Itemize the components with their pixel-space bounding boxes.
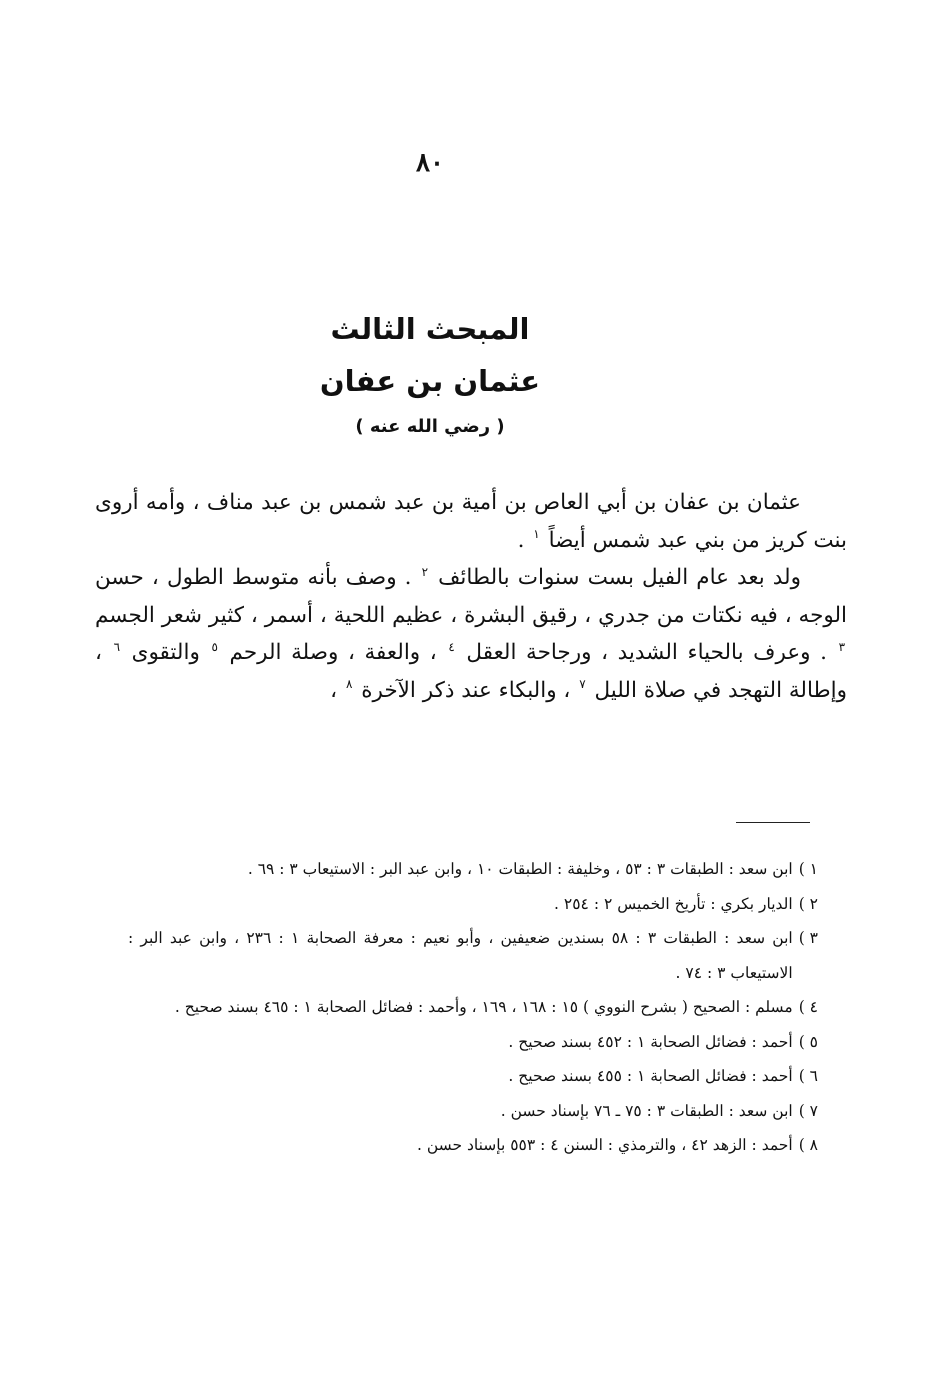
page-number: ٨٠ bbox=[416, 148, 444, 178]
honorific-subtitle: ( رضي الله عنه ) bbox=[355, 416, 505, 437]
footnote-text: ابن سعد : الطبقات ٣ : ٥٨ بسندين ضعيفين ، وأبو نعيم : معرفة الصحابة ١ : ٢٣٦ ، وابن عبد البر : الاستيعاب ٣ : ٧٤ . bbox=[128, 929, 793, 982]
footnote-text: أحمد : فضائل الصحابة ١ : ٤٥٥ بسند صحيح . bbox=[508, 1067, 793, 1085]
sentence: والتقوى bbox=[131, 640, 200, 665]
sentence: . وصف بأنه متوسط الطول ، حسن الوجه ، فيه نكتات من جدري ، رقيق البشرة ، عظيم اللحية ، أسمر ، كثير شعر الجسم bbox=[95, 565, 847, 628]
footnote-ref-4[interactable]: ٤ bbox=[448, 639, 455, 654]
footnote-text: أحمد : فضائل الصحابة ١ : ٤٥٢ بسند صحيح . bbox=[508, 1032, 793, 1051]
footnote-5 bbox=[128, 1025, 818, 1060]
footnote-4 bbox=[128, 990, 818, 1025]
sentence: ، وإطالة التهجد في صلاة الليل bbox=[95, 640, 847, 703]
footnote-number: ١ ) bbox=[798, 860, 818, 878]
footnote-number: ٢ ) bbox=[798, 894, 818, 913]
paragraph-description bbox=[95, 559, 847, 709]
footnote-number: ٦ ) bbox=[798, 1067, 818, 1085]
footnote-number: ٥ ) bbox=[798, 1032, 818, 1051]
paragraph-lineage bbox=[95, 484, 847, 559]
footnote-text: الديار بكري : تأريخ الخميس ٢ : ٢٥٤ . bbox=[554, 894, 793, 913]
footnote-6 bbox=[128, 1059, 818, 1094]
section-heading: المبحث الثالث bbox=[330, 312, 530, 346]
sentence: ولد بعد عام الفيل بست سنوات بالطائف bbox=[438, 565, 801, 590]
footnote-number: ٤ ) bbox=[798, 998, 818, 1016]
footnote-text: ابن سعد : الطبقات ٣ : ٥٣ ، وخليفة : الطبقات ١٠ ، وابن عبد البر : الاستيعاب ٣ : ٦٩ . bbox=[247, 860, 793, 878]
footnote-7 bbox=[128, 1094, 818, 1129]
footnote-text: أحمد : الزهد ٤٢ ، والترمذي : السنن ٤ : ٥٥٣ بإسناد حسن . bbox=[416, 1136, 793, 1154]
footnote-ref-3[interactable]: ٣ bbox=[838, 639, 846, 654]
footnote-ref-7[interactable]: ٧ bbox=[579, 677, 586, 692]
footnotes bbox=[128, 852, 818, 1163]
footnote-number: ٨ ) bbox=[798, 1136, 818, 1154]
sentence-end: . bbox=[517, 527, 525, 553]
sentence: . وعرف بالحياء الشديد ، ورجاحة العقل bbox=[466, 640, 827, 665]
sentence: ، والعفة ، وصلة الرحم bbox=[229, 640, 437, 665]
footnote-ref-5[interactable]: ٥ bbox=[211, 639, 218, 654]
footnote-ref-1[interactable]: ١ bbox=[533, 527, 540, 542]
footnote-text: مسلم : الصحيح ( بشرح النووي ) ١٥ : ١٦٨ ، ١٦٩ ، وأحمد : فضائل الصحابة ١ : ٤٦٥ بسند صحيح . bbox=[174, 998, 793, 1016]
footnote-ref-8[interactable]: ٨ bbox=[345, 677, 353, 692]
footnote-number: ٣ ) bbox=[798, 929, 818, 947]
footnote-ref-2[interactable]: ٢ bbox=[421, 564, 429, 579]
paragraph-text: عثمان بن عفان بن أبي العاص بن أمية بن عبد شمس بن عبد مناف ، وأمه أروى بنت كريز من بني عبد شمس أيضاً bbox=[95, 490, 847, 553]
sentence: ، والبكاء عند ذكر الآخرة bbox=[361, 677, 571, 703]
footnote-3 bbox=[128, 921, 818, 990]
footnote-divider bbox=[736, 822, 810, 823]
footnote-2 bbox=[128, 887, 818, 922]
sentence: ، bbox=[330, 677, 338, 703]
chapter-title: عثمان بن عفان bbox=[319, 364, 541, 398]
footnote-8 bbox=[128, 1128, 818, 1163]
footnote-1 bbox=[128, 852, 818, 887]
footnote-number: ٧ ) bbox=[798, 1101, 818, 1120]
body-text bbox=[95, 484, 847, 709]
footnote-ref-6[interactable]: ٦ bbox=[113, 639, 121, 654]
footnote-text: ابن سعد : الطبقات ٣ : ٧٥ ـ ٧٦ بإسناد حسن . bbox=[500, 1101, 793, 1120]
